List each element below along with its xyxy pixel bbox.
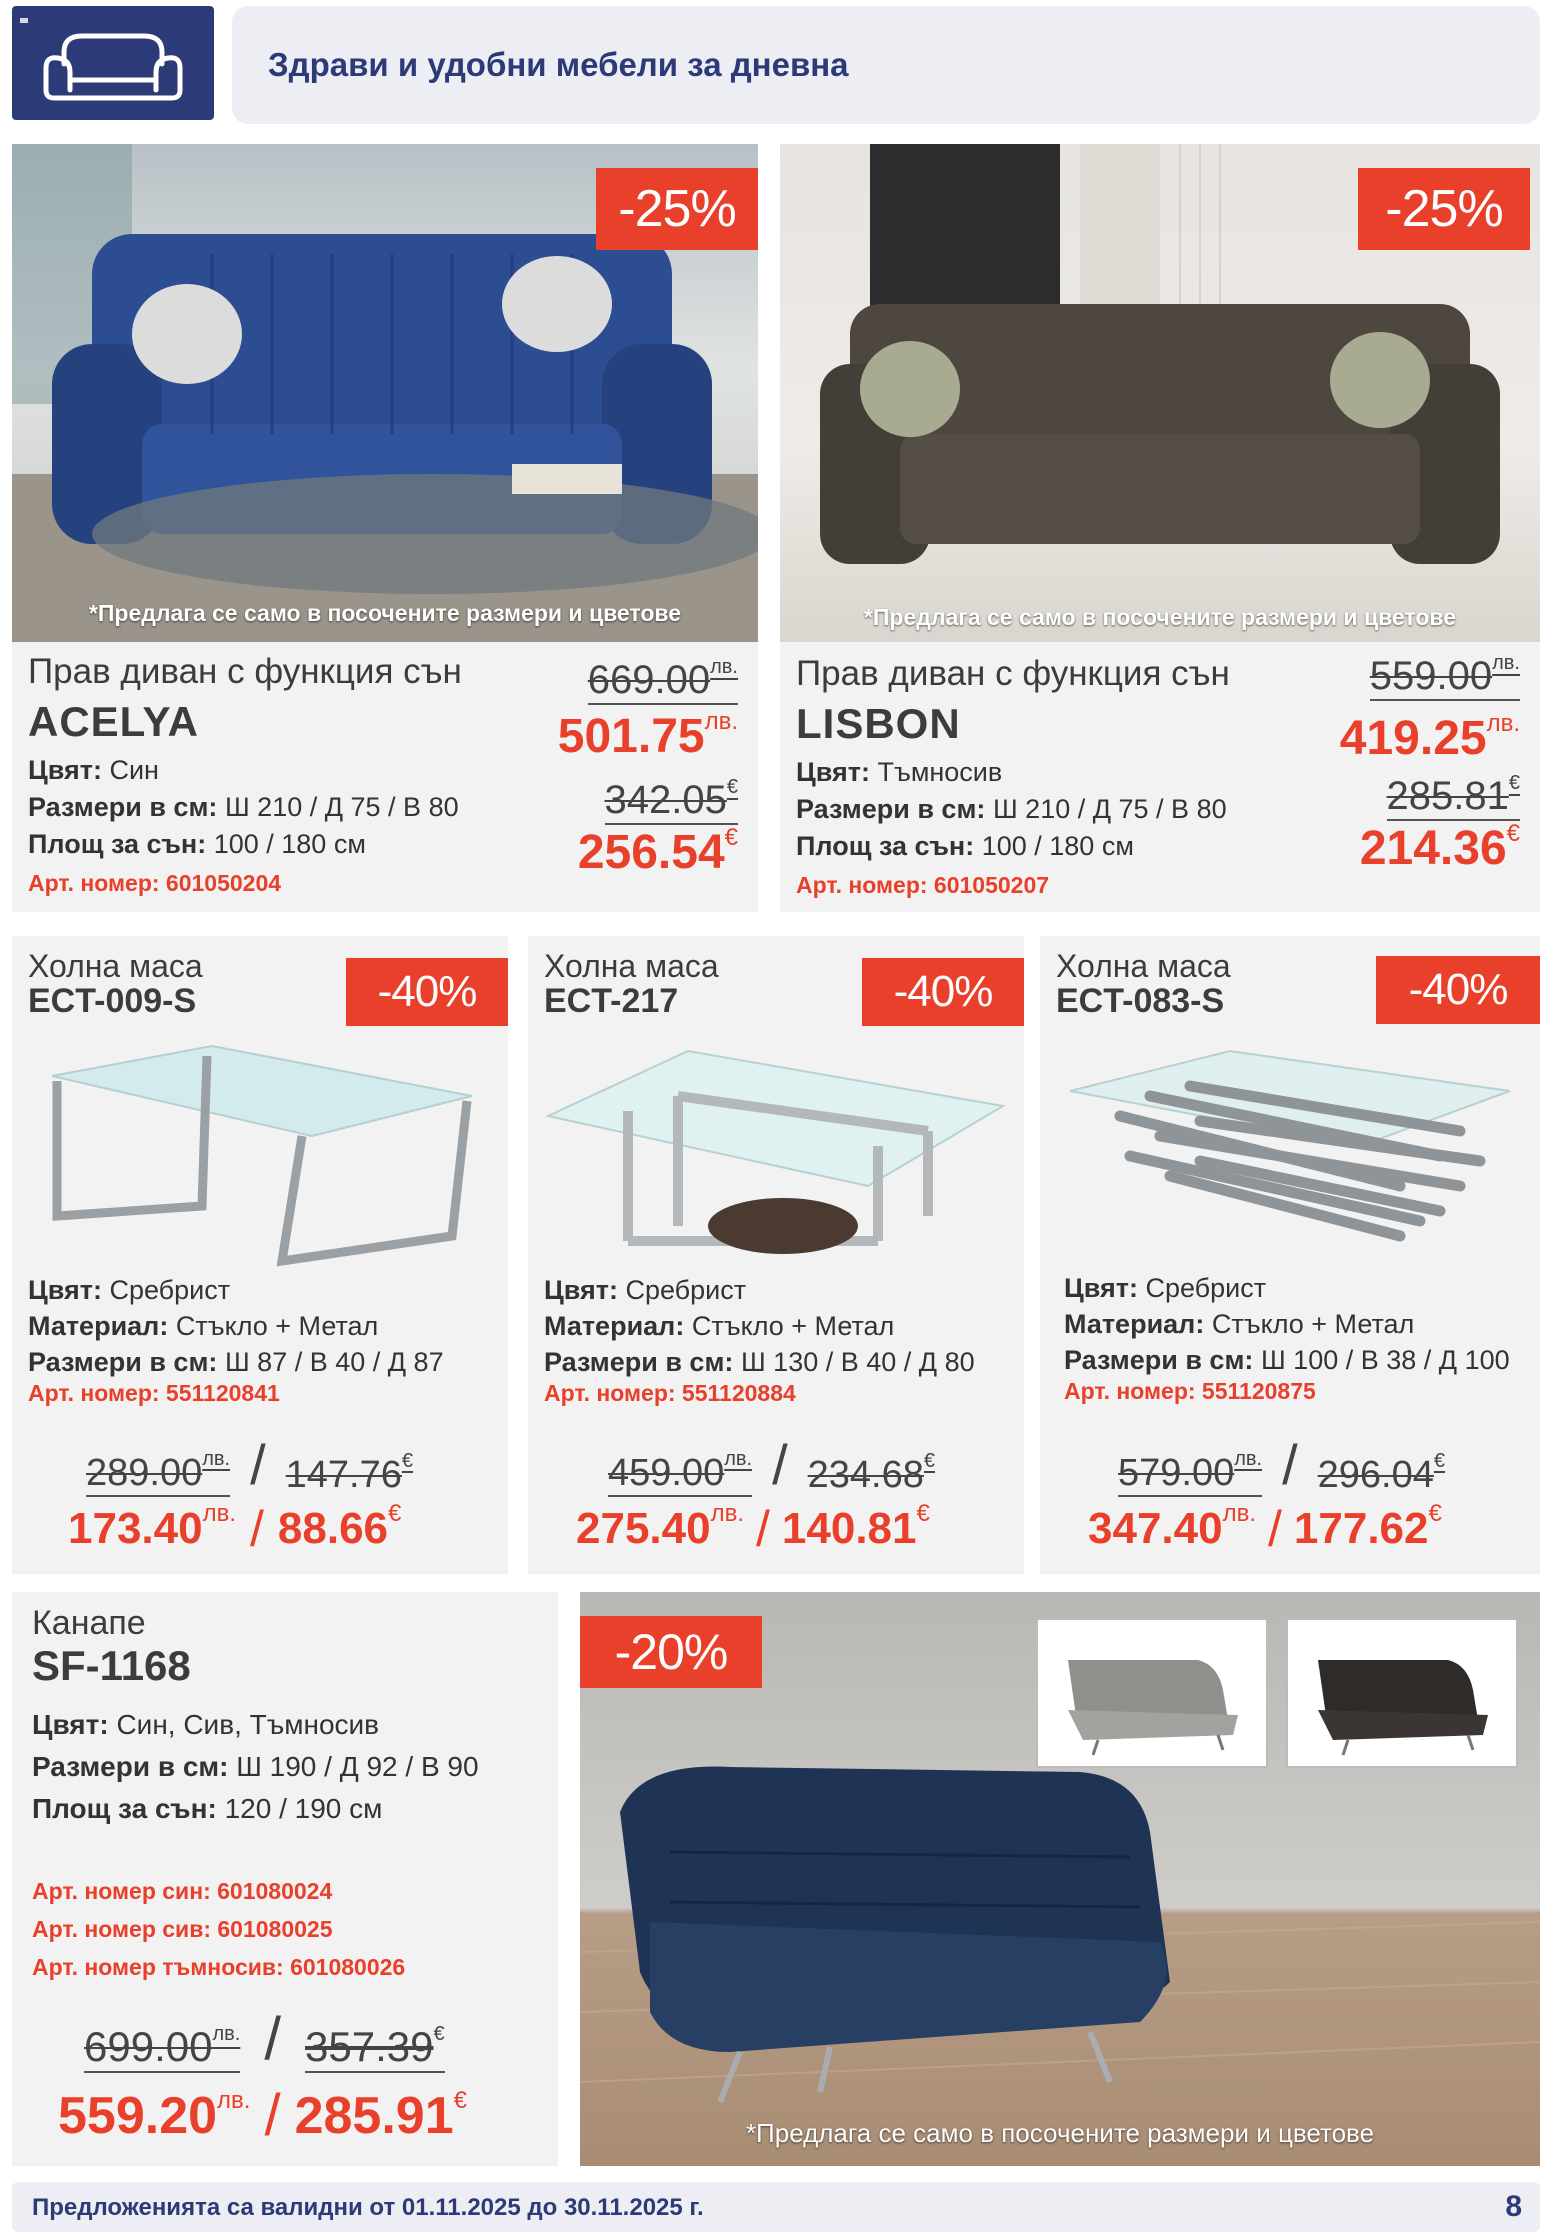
couch-photo [580, 1592, 1540, 2166]
product-specs: Цвят: Сребрист Материал: Стъкло + Метал Размери в см: Ш 87 / В 40 / Д 87 [28, 1275, 444, 1377]
discount-badge: -25% [1358, 168, 1530, 250]
article-number-darkgray: Арт. номер тъмносив: 601080026 [32, 1954, 406, 1980]
glass-table-image [528, 1036, 1024, 1276]
glass-table-image [12, 1036, 508, 1276]
spec-color: Сребрист [109, 1275, 231, 1305]
product-card-acelya [12, 144, 758, 912]
article-number-gray: Арт. номер сив: 601080025 [32, 1916, 333, 1942]
product-specs: Цвят: Сребрист Материал: Стъкло + Метал Размери в см: Ш 130 / В 40 / Д 80 [544, 1275, 975, 1377]
product-type: Прав диван с функция сън [796, 654, 1230, 693]
price-row-old: $579.00^{лв.}$ / 296.04€ [1118, 1433, 1446, 1496]
old-price-eur: 357.39€ [305, 2023, 445, 2073]
price-block [1290, 651, 1520, 876]
spec-color: Тъмносив [877, 757, 1003, 787]
old-price-eur: 285.81€ [1387, 774, 1520, 821]
price-row-old: $699.00^{лв.}$ / 357.39€ [84, 2005, 445, 2072]
product-type: Прав диван с функция сън [28, 652, 462, 691]
spec-size: Ш 130 / В 40 / Д 80 [740, 1347, 975, 1377]
gray-couch-thumb-image [1038, 1620, 1266, 1766]
old-price-eur: 234.68€ [807, 1450, 936, 1496]
spec-size: Ш 87 / В 40 / Д 87 [224, 1347, 444, 1377]
product-specs: Цвят: Тъмносив Размери в см: Ш 210 / Д 75 / В 80 Площ за сън: 100 / 180 см [796, 757, 1227, 861]
product-photo [780, 144, 1540, 642]
spec-size: Ш 190 / Д 92 / В 90 [236, 1751, 479, 1782]
new-price-bgn: $347.40^{лв.}$ [1088, 1500, 1256, 1553]
discount-badge: -40% [1376, 956, 1540, 1024]
product-name: ACELYA [28, 698, 199, 745]
glass-table-image [1040, 1036, 1540, 1276]
validity-text: Предложенията са валидни от 01.11.2025 до 30.11.2025 г. [32, 2194, 704, 2221]
old-price-bgn: $669.00^{лв.}$ [588, 658, 738, 705]
discount-badge: -40% [862, 958, 1024, 1026]
spec-color: Син [109, 755, 159, 785]
product-card-sf-1168 [12, 1592, 558, 2166]
availability-note: *Предлага се само в посочените размери и цветове [88, 600, 682, 626]
old-price-eur: 296.04€ [1317, 1450, 1446, 1496]
price-row-old: $289.00^{лв.}$ / 147.76€ [86, 1433, 414, 1496]
product-type: Канапе [32, 1604, 146, 1642]
old-price-eur: 147.76€ [285, 1450, 414, 1496]
darkgray-couch-thumb-image [1288, 1620, 1516, 1766]
discount-badge: -25% [596, 168, 758, 250]
article-number-blue: Арт. номер син: 601080024 [32, 1878, 333, 1904]
footer-bar [12, 2182, 1540, 2232]
price-row-new: $559.20^{лв.}$ / 285.91€ [58, 2083, 467, 2148]
spec-size: Ш 210 / Д 75 / В 80 [224, 792, 459, 822]
discount-badge: -40% [346, 958, 508, 1026]
product-type: Холна маса [1056, 948, 1231, 984]
product-card-lisbon [780, 144, 1540, 912]
old-price-bgn: $579.00^{лв.}$ [1118, 1452, 1262, 1497]
couch-thumbnail-gray [1036, 1618, 1268, 1768]
availability-note: *Предлага се само в посочените размери и цветове [745, 2118, 1375, 2148]
spec-sleep: 120 / 190 см [224, 1793, 383, 1824]
product-name: ECT-009-S [28, 982, 197, 1020]
spec-color: Сребрист [625, 1275, 747, 1305]
spec-color: Син, Сив, Тъмносив [116, 1709, 380, 1740]
price-block [518, 655, 738, 880]
product-card-ect-009-s [12, 936, 508, 1574]
new-price-eur: 88.66€ [277, 1500, 402, 1553]
product-name: LISBON [796, 700, 961, 747]
new-price-bgn: $173.40^{лв.}$ [68, 1500, 236, 1553]
article-number: Арт. номер: 601050207 [796, 872, 1050, 898]
product-card-ect-083-s [1040, 936, 1540, 1574]
price-row-new: $275.40^{лв.}$ / 140.81€ [576, 1500, 930, 1557]
spec-color: Сребрист [1145, 1273, 1267, 1303]
new-price-eur: 140.81€ [781, 1500, 930, 1553]
product-type: Холна маса [544, 948, 719, 984]
price-row-old: $459.00^{лв.}$ / 234.68€ [608, 1433, 936, 1496]
product-name: SF-1168 [32, 1642, 191, 1689]
spec-material: Стъкло + Метал [691, 1311, 895, 1341]
old-price-bgn: $559.00^{лв.}$ [1370, 654, 1520, 701]
price-row-new: $173.40^{лв.}$ / 88.66€ [68, 1500, 402, 1557]
article-number: Арт. номер: 551120841 [28, 1380, 280, 1406]
spec-size: Ш 100 / В 38 / Д 100 [1260, 1345, 1510, 1375]
header-logo [12, 6, 214, 120]
product-name: ECT-083-S [1056, 982, 1225, 1020]
article-number: Арт. номер: 551120884 [544, 1380, 796, 1406]
new-price-eur: 177.62€ [1293, 1500, 1442, 1553]
product-photo [12, 144, 758, 642]
spec-sleep: 100 / 180 см [213, 829, 366, 859]
product-specs: Цвят: Син, Сив, Тъмносив Размери в см: Ш 190 / Д 92 / В 90 Площ за сън: 120 / 190 см [32, 1709, 479, 1824]
new-price-bgn: $501.75^{лв.}$ [557, 708, 738, 763]
couch-thumbnail-darkgray [1286, 1618, 1518, 1768]
new-price-bgn: $275.40^{лв.}$ [576, 1500, 744, 1553]
product-card-ect-217 [528, 936, 1024, 1574]
spec-size: Ш 210 / Д 75 / В 80 [992, 794, 1227, 824]
old-price-bgn: $459.00^{лв.}$ [608, 1452, 752, 1497]
header-bar [232, 6, 1540, 124]
product-specs: Цвят: Син Размери в см: Ш 210 / Д 75 / В 80 Площ за сън: 100 / 180 см [28, 755, 459, 859]
old-price-bgn: $289.00^{лв.}$ [86, 1452, 230, 1497]
availability-note: *Предлага се само в посочените размери и цветове [863, 604, 1457, 630]
product-specs: Цвят: Сребрист Материал: Стъкло + Метал Размери в см: Ш 100 / В 38 / Д 100 [1064, 1273, 1510, 1375]
discount-badge: -20% [580, 1616, 762, 1688]
article-numbers [32, 1872, 405, 1986]
new-price-bgn: $559.20^{лв.}$ [58, 2086, 251, 2145]
new-price-eur: 214.36€ [1359, 820, 1520, 875]
page-title: Здрави и удобни мебели за дневна [268, 46, 849, 83]
new-price-bgn: $419.25^{лв.}$ [1339, 710, 1520, 765]
new-price-eur: 285.91€ [294, 2086, 467, 2145]
article-number: Арт. номер: 601050204 [28, 870, 282, 896]
new-price-eur: 256.54€ [577, 824, 738, 879]
article-number: Арт. номер: 551120875 [1064, 1378, 1316, 1404]
old-price-bgn: $699.00^{лв.}$ [84, 2023, 240, 2073]
product-name: ECT-217 [544, 982, 679, 1020]
sofa-icon [12, 6, 214, 120]
price-row-new: $347.40^{лв.}$ / 177.62€ [1088, 1500, 1442, 1557]
spec-material: Стъкло + Метал [1211, 1309, 1415, 1339]
spec-material: Стъкло + Метал [175, 1311, 379, 1341]
product-type: Холна маса [28, 948, 203, 984]
page-number: 8 [1505, 2190, 1522, 2223]
old-price-eur: 342.05€ [605, 778, 738, 825]
spec-sleep: 100 / 180 см [981, 831, 1134, 861]
